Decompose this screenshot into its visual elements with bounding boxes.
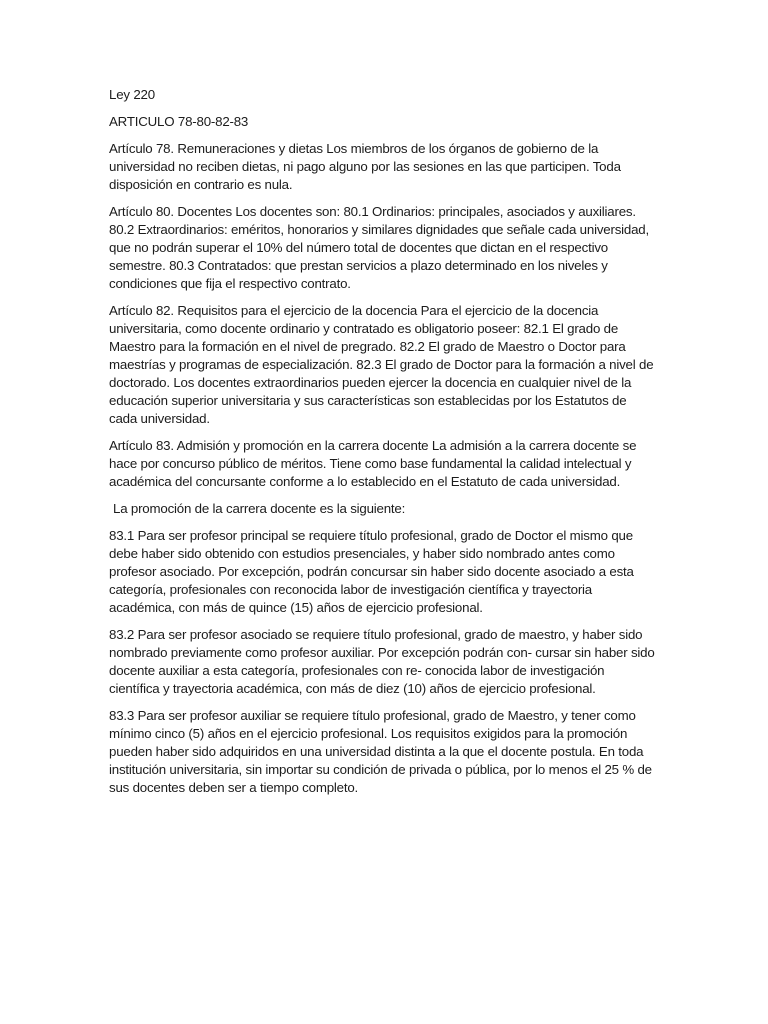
article-78-paragraph: Artículo 78. Remuneraciones y dietas Los miembros de los órganos de gobierno de la universidad no reciben dietas, ni pago alguno por las sesiones en las que participen. Toda disposición en contrario es nula. bbox=[109, 141, 621, 192]
promotion-intro-paragraph: La promoción de la carrera docente es la siguiente: bbox=[113, 501, 406, 516]
item-83-3-paragraph: 83.3 Para ser profesor auxiliar se requiere título profesional, grado de Maestro, y tener como mínimo cinco (5) años en el ejercicio profesional. Los requisitos exigidos para la promoción pueden haber sido adquiridos en una universidad distinta a la que el docente postula. En toda institución universitaria, sin importar su condición de privada o pública, por lo menos el 25 % de sus docentes deben ser a tiempo completo. bbox=[109, 708, 652, 795]
article-83-paragraph: Artículo 83. Admisión y promoción en la carrera docente La admisión a la carrera docente se hace por concurso público de méritos. Tiene como base fundamental la calidad intelectual y académica del concursante conforme a lo establecido en el Estatuto de cada universidad. bbox=[109, 438, 637, 489]
item-83-1-paragraph: 83.1 Para ser profesor principal se requiere título profesional, grado de Doctor el mismo que debe haber sido obtenido con estudios presenciales, y haber sido nombrado antes como profesor asociado. Por excepción, podrán concursar sin haber sido docente asociado a esta categoría, profesionales con reconocida labor de investigación científica y trayectoria académica, con más de quince (15) años de ejercicio profesional. bbox=[109, 528, 634, 615]
law-title: Ley 220 bbox=[109, 87, 155, 102]
article-80-paragraph: Artículo 80. Docentes Los docentes son: 80.1 Ordinarios: principales, asociados y auxiliares. 80.2 Extraordinarios: eméritos, honorarios y similares dignidades que señale cada universidad, que no podrán superar el 10% del número total de docentes que dictan en el respectivo semestre. 80.3 Contratados: que prestan servicios a plazo determinado en los niveles y condiciones que fija el respectivo contrato. bbox=[109, 204, 649, 291]
articles-heading: ARTICULO 78-80-82-83 bbox=[109, 114, 249, 129]
item-83-2-paragraph: 83.2 Para ser profesor asociado se requiere título profesional, grado de maestro, y haber sido nombrado previamente como profesor auxiliar. Por excepción podrán con- cursar sin haber sido docente auxiliar a esta categoría, profesionales con re- conocida labor de investigación científica y trayectoria académica, con más de diez (10) años de ejercicio profesional. bbox=[109, 627, 655, 696]
document-page bbox=[109, 86, 657, 806]
article-82-paragraph: Artículo 82. Requisitos para el ejercicio de la docencia Para el ejercicio de la docencia universitaria, como docente ordinario y contratado es obligatorio poseer: 82.1 El grado de Maestro para la formación en el nivel de pregrado. 82.2 El grado de Maestro o Doctor para maestrías y programas de especialización. 82.3 El grado de Doctor para la formación a nivel de doctorado. Los docentes extraordinarios pueden ejercer la docencia en cualquier nivel de la educación superior universitaria y sus características son establecidas por los Estatutos de cada universidad. bbox=[109, 303, 654, 426]
